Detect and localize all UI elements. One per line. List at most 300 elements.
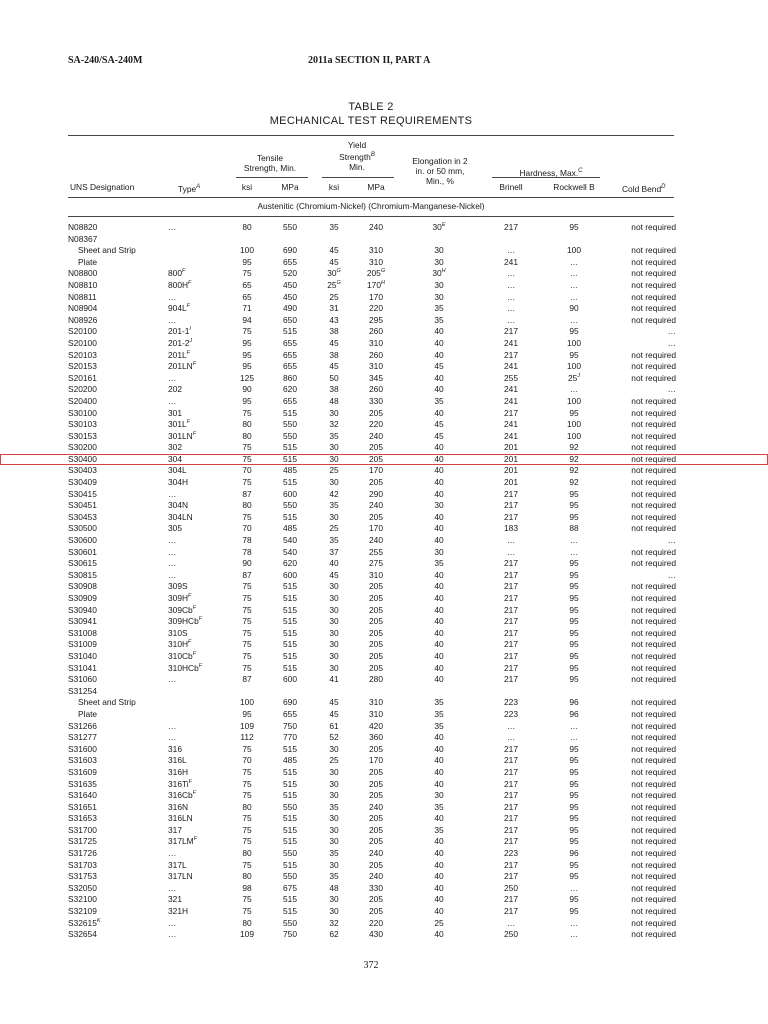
elongation-header-line-3: Min., % (426, 176, 454, 186)
table-row (0, 431, 768, 443)
tensile-mpa-cell: 655 (283, 349, 297, 360)
type-cell: … (168, 720, 177, 731)
type-cell: … (168, 488, 177, 499)
tensile-ksi-cell: 70 (242, 523, 252, 534)
brinell-cell: 217 (504, 755, 518, 766)
elongation-cell: $30^H$ (432, 268, 446, 279)
tensile-mpa-cell: 515 (283, 616, 297, 627)
type-cell: $316Ti^F$ (168, 778, 193, 789)
tensile-ksi-cell: 80 (242, 500, 252, 511)
tensile-mpa-cell: 540 (283, 546, 297, 557)
uns-cell: Sheet and Strip (78, 697, 136, 708)
uns-cell: S31009 (68, 639, 97, 650)
type-cell: $800^F$ (168, 268, 186, 279)
brinell-cell: 217 (504, 511, 518, 522)
table-row (0, 408, 768, 420)
cold-bend-cell: not required (631, 871, 676, 882)
brinell-cell: 250 (504, 929, 518, 940)
tensile-mpa-cell: 550 (283, 222, 297, 232)
tensile-ksi-cell: 80 (242, 848, 252, 859)
brinell-header: Brinell (499, 182, 523, 192)
tensile-mpa-cell: 515 (283, 453, 297, 464)
yield-mpa-cell: 255 (369, 546, 383, 557)
tensile-ksi-cell: 87 (242, 674, 252, 685)
elongation-cell: 40 (434, 743, 444, 754)
cold-bend-cell: not required (631, 859, 676, 870)
cold-bend-cell: not required (631, 627, 676, 638)
uns-cell: N08810 (68, 279, 98, 290)
yield-ksi-cell: 45 (329, 569, 339, 580)
yield-mpa-cell: 205 (369, 442, 383, 453)
hardness-header-rule (492, 177, 600, 178)
uns-cell: Plate (78, 708, 98, 719)
uns-cell: S32109 (68, 906, 97, 917)
yield-header-line-3: Min. (349, 161, 365, 172)
type-header: Type$^A$ (178, 183, 201, 194)
table-row (0, 779, 768, 791)
yield-ksi-cell: $25^G$ (327, 279, 341, 290)
brinell-cell: 223 (504, 697, 518, 708)
yield-mpa-cell: $170^H$ (367, 279, 385, 290)
tensile-mpa-cell: 515 (283, 442, 297, 453)
yield-ksi-cell: 35 (329, 222, 339, 232)
uns-cell: S30153 (68, 430, 97, 441)
type-cell: 316H (168, 766, 189, 777)
brinell-cell: 217 (504, 859, 518, 870)
tensile-mpa-cell: 515 (283, 407, 297, 418)
type-cell: $317LM^F$ (168, 836, 197, 847)
uns-cell: S30415 (68, 488, 97, 499)
table-row (0, 245, 768, 257)
tensile-mpa-cell: 750 (283, 720, 297, 731)
yield-mpa-cell: 430 (369, 929, 383, 940)
type-cell: … (168, 395, 177, 406)
uns-cell: S20100 (68, 337, 97, 348)
table-row (0, 605, 768, 617)
page-number: 372 (363, 960, 379, 971)
cold-bend-cell: not required (631, 743, 676, 754)
rockwell-cell: 95 (569, 871, 579, 882)
uns-cell: S20100 (68, 326, 97, 337)
tensile-ksi-cell: 100 (240, 697, 254, 708)
cold-bend-cell: not required (631, 279, 676, 290)
cold-bend-cell: not required (631, 848, 676, 859)
yield-mpa-cell: 205 (369, 511, 383, 522)
yield-mpa-cell: 240 (369, 848, 383, 859)
tensile-mpa-cell: 515 (283, 593, 297, 603)
cold-bend-cell: not required (631, 732, 676, 743)
cold-bend-cell: not required (631, 395, 676, 406)
elongation-cell: 40 (434, 882, 444, 893)
elongation-cell: 40 (434, 929, 444, 940)
table-row (0, 790, 768, 802)
tensile-mpa-cell: 515 (283, 477, 297, 488)
brinell-cell: 217 (504, 662, 518, 673)
cold-bend-cell: not required (631, 790, 676, 801)
tensile-ksi-cell: 95 (242, 708, 252, 719)
type-cell: … (168, 546, 177, 557)
type-cell: $309H^F$ (168, 593, 192, 603)
cold-bend-cell: not required (631, 639, 676, 650)
tensile-mpa-cell: 655 (283, 361, 297, 372)
elongation-cell: 30 (434, 291, 444, 302)
yield-ksi-cell: 25 (329, 523, 339, 534)
yield-ksi-cell: 35 (329, 871, 339, 882)
yield-mpa-cell: 205 (369, 836, 383, 847)
elongation-cell: 40 (434, 453, 444, 464)
tensile-ksi-cell: 75 (242, 824, 252, 835)
rockwell-cell: 100 (567, 245, 581, 256)
uns-cell: S30600 (68, 535, 97, 546)
rockwell-cell: 95 (569, 604, 579, 615)
tensile-mpa-cell: 490 (283, 303, 297, 314)
yield-mpa-cell: $205^G$ (366, 268, 386, 279)
yield-mpa-cell: 205 (369, 639, 383, 650)
table-row (0, 535, 768, 547)
cold-bend-cell: not required (631, 349, 676, 360)
yield-mpa-cell: 310 (369, 256, 383, 267)
rockwell-cell: 95 (569, 824, 579, 835)
cold-bend-cell: not required (631, 511, 676, 522)
rockwell-cell: 92 (569, 453, 579, 464)
elongation-cell: 40 (434, 674, 444, 685)
cold-bend-cell: not required (631, 755, 676, 766)
yield-ksi-cell: 45 (329, 697, 339, 708)
header-bottom-rule (68, 197, 674, 198)
type-cell: 309HCb$^F$ (168, 616, 203, 627)
cold-bend-cell: not required (631, 558, 676, 569)
brinell-cell: 217 (504, 836, 518, 847)
elongation-cell: 35 (434, 708, 444, 719)
elongation-cell: 35 (434, 314, 444, 325)
uns-cell: S31703 (68, 859, 97, 870)
table-row (0, 825, 768, 837)
type-cell: $904L^F$ (168, 303, 191, 314)
type-cell: 321H (168, 906, 189, 917)
tensile-ksi-cell: 90 (242, 558, 252, 569)
elongation-cell: 40 (434, 871, 444, 882)
rockwell-cell: 95 (569, 801, 579, 812)
tensile-mpa-cell: 690 (283, 697, 297, 708)
table-row (0, 268, 768, 280)
uns-cell: N08367 (68, 233, 98, 244)
yield-mpa-cell: 205 (369, 790, 383, 801)
table-row (0, 477, 768, 489)
yield-mpa-cell: 330 (369, 882, 383, 893)
tensile-mpa-cell: 515 (283, 813, 297, 824)
rockwell-cell: … (569, 314, 579, 325)
uns-cell: $S32615^K$ (68, 917, 101, 928)
yield-mpa-cell: 205 (369, 662, 383, 673)
elongation-cell: 40 (434, 372, 444, 383)
brinell-cell: 217 (504, 326, 518, 337)
table-top-rule (68, 135, 674, 136)
cold-bend-cell: not required (631, 650, 676, 661)
yield-mpa-cell: 260 (369, 384, 383, 395)
table-row (0, 663, 768, 675)
brinell-cell: 183 (504, 523, 518, 534)
table-row (0, 883, 768, 895)
type-cell: 304H (168, 477, 189, 488)
tensile-ksi-cell: 75 (242, 407, 252, 418)
type-cell: … (168, 674, 177, 685)
rockwell-cell: 95 (569, 569, 579, 580)
type-cell: $309Cb^F$ (168, 604, 197, 615)
tensile-mpa-cell: 550 (283, 848, 297, 859)
yield-mpa-cell: 420 (369, 720, 383, 731)
type-cell: 317 (168, 824, 182, 835)
elongation-cell: $30^E$ (432, 222, 446, 232)
tensile-ksi-cell: 109 (240, 720, 254, 731)
type-cell: 316L (168, 755, 187, 766)
yield-mpa-cell: 205 (369, 604, 383, 615)
rockwell-cell: … (569, 256, 579, 267)
yield-mpa-cell: 310 (369, 569, 383, 580)
yield-ksi-cell: $30^G$ (327, 268, 341, 279)
cold-bend-cell: not required (631, 616, 676, 627)
yield-mpa-cell: 260 (369, 349, 383, 360)
tensile-ksi-cell: 112 (240, 732, 254, 743)
tensile-mpa-cell: 450 (283, 291, 297, 302)
section-heading-rule (68, 216, 674, 217)
type-cell: … (168, 848, 177, 859)
yield-mpa-cell: 170 (369, 755, 383, 766)
elongation-cell: 40 (434, 639, 444, 650)
elongation-cell: 40 (434, 859, 444, 870)
brinell-cell: 201 (504, 442, 518, 453)
brinell-cell: … (506, 268, 516, 279)
rockwell-cell: 95 (569, 859, 579, 870)
tensile-mpa-cell: 655 (283, 708, 297, 719)
rockwell-cell: 95 (569, 616, 579, 627)
rockwell-cell: 95 (569, 511, 579, 522)
tensile-ksi-cell: 75 (242, 743, 252, 754)
type-cell: 304 (168, 453, 182, 464)
yield-mpa-cell: 205 (369, 616, 383, 627)
tensile-ksi-cell: 70 (242, 755, 252, 766)
tensile-ksi-cell: 80 (242, 801, 252, 812)
tensile-mpa-cell: 675 (283, 882, 297, 893)
table-row (0, 489, 768, 501)
uns-cell: S30815 (68, 569, 97, 580)
uns-cell: S31603 (68, 755, 97, 766)
yield-mpa-cell: 205 (369, 894, 383, 905)
rockwell-cell: … (569, 291, 579, 302)
cold-bend-cell: not required (631, 581, 676, 592)
tensile-ksi-cell: 65 (242, 279, 252, 290)
yield-mpa-cell: 205 (369, 650, 383, 661)
tensile-ksi-cell: 71 (242, 303, 252, 314)
rockwell-cell: 95 (569, 488, 579, 499)
table-row (0, 326, 768, 338)
yield-mpa-cell: 205 (369, 906, 383, 917)
table-row (0, 280, 768, 292)
tensile-mpa-cell: 515 (283, 581, 297, 592)
uns-header: UNS Designation (70, 182, 135, 192)
table-row (0, 338, 768, 350)
elongation-cell: 45 (434, 430, 444, 441)
table-row (0, 465, 768, 477)
yield-mpa-cell: 310 (369, 697, 383, 708)
tensile-mpa-cell: 515 (283, 859, 297, 870)
uns-cell: S30908 (68, 581, 97, 592)
yield-ksi-cell: 30 (329, 581, 339, 592)
brinell-cell: 217 (504, 650, 518, 661)
elongation-cell: 40 (434, 766, 444, 777)
tensile-mpa-cell: 515 (283, 906, 297, 917)
yield-ksi-cell: 30 (329, 593, 339, 603)
yield-mpa-cell: 240 (369, 535, 383, 546)
rockwell-cell: 95 (569, 743, 579, 754)
cold-bend-cell: not required (631, 708, 676, 719)
brinell-cell: 217 (504, 488, 518, 499)
uns-cell: S20200 (68, 384, 97, 395)
type-cell: 309S (168, 581, 188, 592)
cold-bend-cell: not required (631, 372, 676, 383)
tensile-mpa-cell: 600 (283, 488, 297, 499)
cold-bend-cell: not required (631, 268, 676, 279)
rockwell-cell: 95 (569, 326, 579, 337)
uns-cell: S31041 (68, 662, 97, 673)
cold-bend-cell: not required (631, 604, 676, 615)
yield-ksi-cell: 30 (329, 616, 339, 627)
yield-ksi-cell: 30 (329, 627, 339, 638)
tensile-mpa-cell: 550 (283, 871, 297, 882)
uns-cell: S31008 (68, 627, 97, 638)
yield-mpa-cell: 205 (369, 778, 383, 789)
rockwell-cell: 96 (569, 848, 579, 859)
yield-ksi-cell: 32 (329, 419, 339, 430)
tensile-ksi-cell: 80 (242, 917, 252, 928)
elongation-cell: 40 (434, 442, 444, 453)
tensile-mpa-header: MPa (281, 182, 299, 192)
table-row (0, 929, 768, 941)
table-row (0, 315, 768, 327)
tensile-ksi-cell: 65 (242, 291, 252, 302)
yield-ksi-cell: 38 (329, 349, 339, 360)
rockwell-header: Rockwell B (553, 182, 595, 192)
table-row-highlighted (0, 454, 768, 466)
brinell-cell: … (506, 245, 516, 256)
type-cell: 316 (168, 743, 182, 754)
tensile-ksi-cell: 75 (242, 639, 252, 650)
type-cell: … (168, 558, 177, 569)
brinell-cell: 217 (504, 222, 518, 232)
yield-ksi-cell: 30 (329, 906, 339, 917)
yield-ksi-cell: 40 (329, 558, 339, 569)
elongation-cell: 40 (434, 477, 444, 488)
uns-cell: S20153 (68, 361, 97, 372)
elongation-cell: 40 (434, 627, 444, 638)
yield-mpa-cell: 170 (369, 465, 383, 476)
type-cell: … (168, 535, 177, 546)
brinell-cell: 217 (504, 627, 518, 638)
uns-cell: S31700 (68, 824, 97, 835)
brinell-cell: 241 (504, 419, 518, 430)
uns-cell: S32654 (68, 929, 97, 940)
tensile-ksi-cell: 75 (242, 766, 252, 777)
tensile-ksi-cell: 75 (242, 511, 252, 522)
yield-ksi-cell: 42 (329, 488, 339, 499)
tensile-mpa-cell: 485 (283, 523, 297, 534)
uns-cell: N08800 (68, 268, 98, 279)
rockwell-cell: 95 (569, 778, 579, 789)
yield-mpa-cell: 220 (369, 419, 383, 430)
cold-bend-cell: not required (631, 488, 676, 499)
cold-bend-cell: not required (631, 894, 676, 905)
cold-bend-cell: … (667, 569, 676, 580)
cold-bend-cell: not required (631, 222, 676, 232)
rockwell-cell: 90 (569, 303, 579, 314)
table-row (0, 303, 768, 315)
brinell-cell: 217 (504, 766, 518, 777)
uns-cell: S31725 (68, 836, 97, 847)
elongation-cell: 30 (434, 546, 444, 557)
yield-ksi-cell: 38 (329, 326, 339, 337)
cold-bend-cell: not required (631, 245, 676, 256)
elongation-cell: 35 (434, 824, 444, 835)
yield-ksi-cell: 30 (329, 604, 339, 615)
brinell-cell: 250 (504, 882, 518, 893)
table-row (0, 234, 768, 246)
cold-bend-cell: … (667, 326, 676, 337)
uns-cell: S30200 (68, 442, 97, 453)
yield-ksi-cell: 45 (329, 256, 339, 267)
brinell-cell: 217 (504, 581, 518, 592)
rockwell-cell: 95 (569, 836, 579, 847)
cold-bend-cell: not required (631, 303, 676, 314)
yield-mpa-cell: 240 (369, 871, 383, 882)
yield-mpa-cell: 205 (369, 581, 383, 592)
yield-mpa-cell: 260 (369, 326, 383, 337)
table-row (0, 697, 768, 709)
tensile-ksi-cell: 109 (240, 929, 254, 940)
brinell-cell: 241 (504, 256, 518, 267)
type-cell: $201L^F$ (168, 349, 191, 360)
type-cell: 304L (168, 465, 187, 476)
yield-ksi-cell: 30 (329, 477, 339, 488)
tensile-ksi-cell: 80 (242, 419, 252, 430)
yield-mpa-cell: 220 (369, 303, 383, 314)
type-cell: 316LN (168, 813, 193, 824)
table-row (0, 639, 768, 651)
brinell-cell: 217 (504, 349, 518, 360)
tensile-ksi-cell: 94 (242, 314, 252, 325)
elongation-cell: 40 (434, 593, 444, 603)
elongation-cell: 40 (434, 326, 444, 337)
brinell-cell: … (506, 917, 516, 928)
type-cell: … (168, 291, 177, 302)
table-row (0, 894, 768, 906)
cold-bend-cell: not required (631, 836, 676, 847)
type-cell: 317LN (168, 871, 193, 882)
elongation-cell: 30 (434, 279, 444, 290)
rockwell-cell: 95 (569, 674, 579, 685)
tensile-header-line-2: Strength, Min. (243, 163, 297, 173)
type-cell: … (168, 372, 177, 383)
yield-ksi-cell: 30 (329, 790, 339, 801)
tensile-ksi-cell: 75 (242, 650, 252, 661)
tensile-mpa-cell: 550 (283, 419, 297, 430)
table-row (0, 581, 768, 593)
table-row (0, 593, 768, 605)
brinell-cell: 217 (504, 894, 518, 905)
yield-header-line-2: Strength$^B$ (339, 151, 375, 162)
yield-ksi-cell: 25 (329, 755, 339, 766)
uns-cell: S31640 (68, 790, 97, 801)
type-cell: 302 (168, 442, 182, 453)
tensile-mpa-cell: 600 (283, 569, 297, 580)
